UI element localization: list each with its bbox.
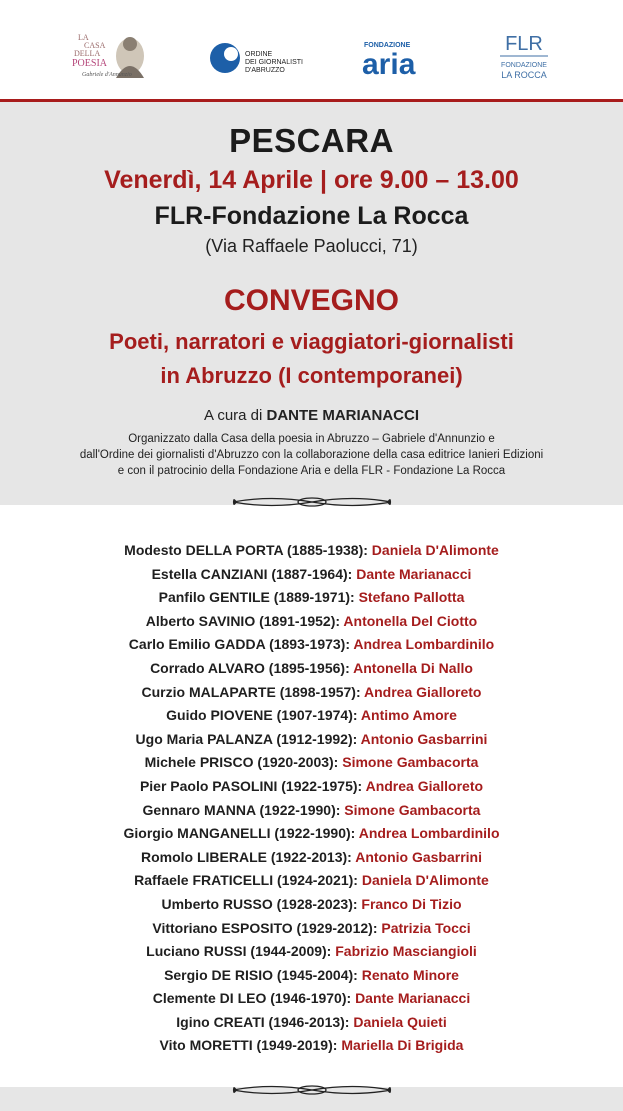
ordine-logo-line2: DEI GIORNALISTI <box>245 59 303 66</box>
program-row <box>0 633 623 657</box>
program-author: Clemente DI LEO (1946-1970): <box>152 990 352 1007</box>
event-venue: FLR-Fondazione La Rocca <box>154 202 469 230</box>
casa-logo-line4: POESIA <box>72 58 108 69</box>
flr-logo-line1: FONDAZIONE <box>501 62 547 69</box>
event-address: (Via Raffaele Paolucci, 71) <box>205 236 418 256</box>
program-author: Ugo Maria PALANZA (1912-1992): <box>135 730 358 747</box>
program-speaker: Fabrizio Masciangioli <box>335 943 477 960</box>
program-row <box>0 657 623 681</box>
program-row <box>0 1011 623 1035</box>
program-author: Pier Paolo PASOLINI (1922-1975): <box>139 777 363 794</box>
aria-logo-big: aria <box>362 48 416 80</box>
program-author: Panfilo GENTILE (1889-1971): <box>158 589 355 606</box>
program-speaker: Dante Marianacci <box>356 565 472 582</box>
program-speaker: Renato Minore <box>361 966 459 983</box>
ornament-divider-top <box>231 493 393 511</box>
program-row <box>0 704 623 728</box>
program-row <box>0 987 623 1011</box>
program-speaker: Stefano Pallotta <box>358 589 465 606</box>
program-author: Modesto DELLA PORTA (1885-1938): <box>124 542 368 558</box>
casa-logo-tagline: Gabriele d'Annunzio <box>82 72 132 78</box>
event-title-line2: in Abruzzo (I contemporanei) <box>160 363 463 388</box>
event-datetime: Venerdì, 14 Aprile | ore 9.00 – 13.00 <box>104 166 519 194</box>
program-row <box>0 681 623 705</box>
program-author: Luciano RUSSI (1944-2009): <box>146 943 332 960</box>
event-curator <box>0 407 623 424</box>
program-speaker: Andrea Lombardinilo <box>353 636 495 653</box>
casa-logo-line3: DELLA <box>74 49 101 58</box>
casa-della-poesia-logo <box>70 26 166 82</box>
program-author: Carlo Emilio GADDA (1893-1973): <box>128 636 351 653</box>
program-row <box>0 775 623 799</box>
ornament-divider-bottom <box>231 1081 393 1099</box>
program-row <box>0 1034 623 1058</box>
ordine-logo-line3: D'ABRUZZO <box>245 67 285 74</box>
program-author: Michele PRISCO (1920-2003): <box>144 754 339 771</box>
organization-line-3: e con il patrocinio della Fondazione Aria e della FLR - Fondazione La Rocca <box>117 465 506 477</box>
curator-name: DANTE MARIANACCI <box>266 407 420 424</box>
program-row <box>0 964 623 988</box>
program-speaker: Andrea Gialloreto <box>365 777 484 794</box>
program-speaker: Antonio Gasbarrini <box>360 730 488 747</box>
casa-logo-line2: CASA <box>84 41 106 50</box>
program-row <box>0 539 623 563</box>
program-author: Giorgio MANGANELLI (1922-1990): <box>123 825 356 842</box>
program-author: Vittoriano ESPOSITO (1929-2012): <box>152 919 378 936</box>
program-author: Corrado ALVARO (1895-1956): <box>150 659 350 676</box>
program-row <box>0 846 623 870</box>
program-author: Raffaele FRATICELLI (1924-2021): <box>134 872 358 889</box>
program-row <box>0 917 623 941</box>
program-speaker: Daniela D'Alimonte <box>371 542 499 558</box>
program-speaker: Mariella Di Brigida <box>341 1037 464 1054</box>
program-author: Guido PIOVENE (1907-1974): <box>166 707 358 724</box>
program-speaker: Andrea Gialloreto <box>364 683 482 700</box>
event-title-line1: Poeti, narratori e viaggiatori-giornalisti <box>109 329 514 354</box>
program-author: Romolo LIBERALE (1922-2013): <box>141 848 352 865</box>
program-author: Alberto SAVINIO (1891-1952): <box>145 612 341 629</box>
program-speaker: Antonio Gasbarrini <box>355 848 482 865</box>
program-author: Curzio MALAPARTE (1898-1957): <box>141 683 361 700</box>
program-speaker: Patrizia Tocci <box>381 919 471 936</box>
organization-line-1: Organizzato dalla Casa della poesia in Abruzzo – Gabriele d'Annunzio e <box>128 433 495 445</box>
event-city: PESCARA <box>229 122 394 159</box>
program-author: Vito MORETTI (1949-2019): <box>159 1037 338 1054</box>
program-row <box>0 822 623 846</box>
program-author: Sergio DE RISIO (1945-2004): <box>164 966 358 983</box>
program-row <box>0 893 623 917</box>
program-author: Estella CANZIANI (1887-1964): <box>151 565 353 582</box>
program-row <box>0 751 623 775</box>
ordine-logo-line1: ORDINE <box>245 51 273 58</box>
program-row <box>0 869 623 893</box>
program-speaker: Daniela Quieti <box>353 1013 447 1030</box>
aria-logo-small: FONDAZIONE <box>364 42 411 49</box>
program-speaker: Antonella Del Ciotto <box>343 612 478 629</box>
fondazione-aria-logo <box>362 38 432 80</box>
program-speaker: Antimo Amore <box>360 707 457 724</box>
program-speaker: Antonella Di Nallo <box>353 659 473 676</box>
program-row <box>0 586 623 610</box>
program-row <box>0 728 623 752</box>
curator-prefix: A cura di <box>203 407 263 424</box>
program-row <box>0 610 623 634</box>
program-speaker: Andrea Lombardinilo <box>358 825 500 842</box>
program-author: Gennaro MANNA (1922-1990): <box>142 801 341 818</box>
organization-line-2: dall'Ordine dei giornalisti d'Abruzzo con la collaborazione della casa editrice Ianieri Edizioni <box>79 449 544 461</box>
program-speaker: Simone Gambacorta <box>342 754 479 771</box>
casa-logo-line1: LA <box>78 33 89 42</box>
program-speaker: Simone Gambacorta <box>344 801 481 818</box>
program-row <box>0 563 623 587</box>
program-author: Umberto RUSSO (1928-2023): <box>161 895 358 912</box>
ordine-giornalisti-logo <box>209 40 319 80</box>
program-speaker: Dante Marianacci <box>355 990 471 1007</box>
program-speaker: Daniela D'Alimonte <box>361 872 489 889</box>
flr-logo-line2: LA ROCCA <box>501 70 547 80</box>
flr-logo-big: FLR <box>505 33 543 55</box>
event-type: CONVEGNO <box>223 284 400 317</box>
program-row <box>0 799 623 823</box>
flr-fondazione-la-rocca-logo <box>486 30 562 82</box>
program-row <box>0 940 623 964</box>
program-author: Igino CREATI (1946-2013): <box>176 1013 350 1030</box>
program-speaker: Franco Di Tizio <box>361 895 462 912</box>
speaker-program-list <box>0 539 623 1058</box>
